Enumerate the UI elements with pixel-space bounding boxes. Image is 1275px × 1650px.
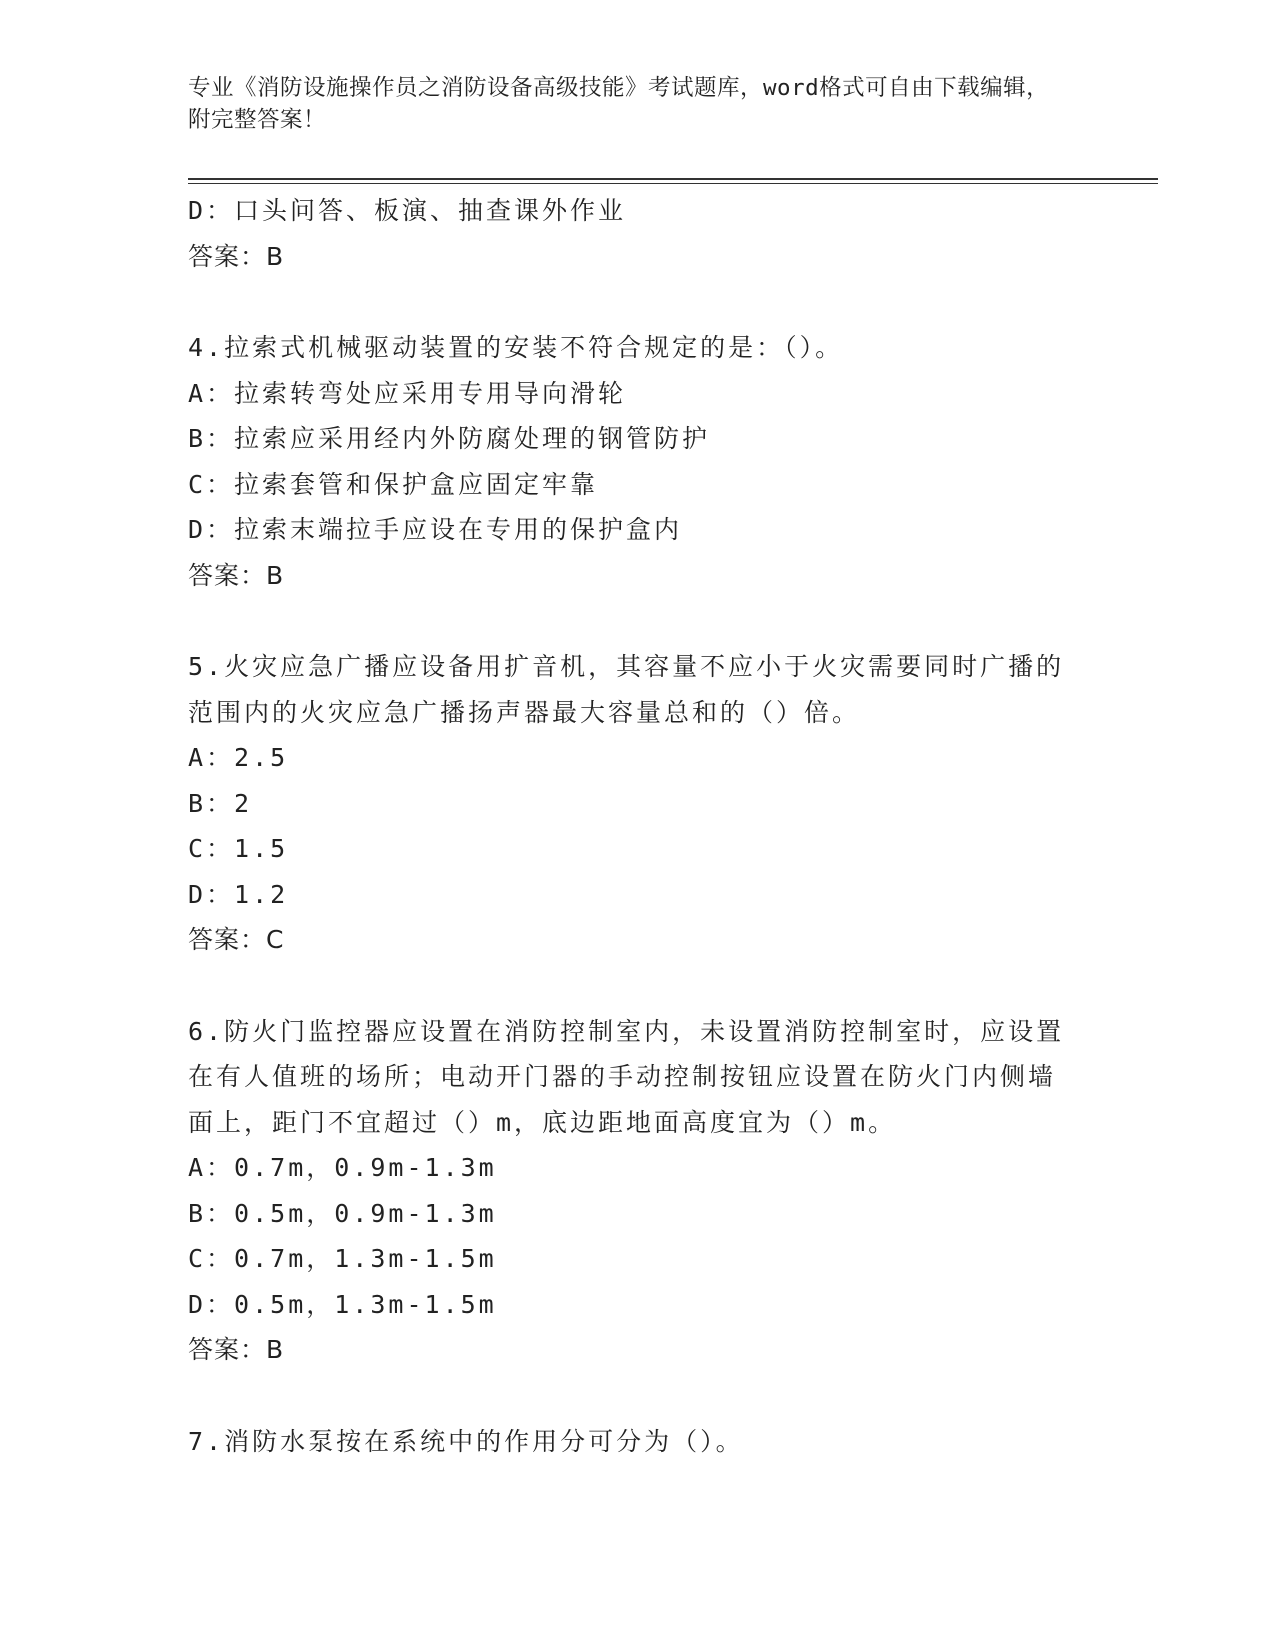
question-6-option-c: C：0.7m，1.3m-1.5m [188,1244,497,1273]
spacer [188,1373,1068,1419]
question-6 [188,1009,1068,1373]
question-6-answer: 答案：B [188,1335,285,1364]
document-header: 专业《消防设施操作员之消防设备高级技能》考试题库，word格式可自由下载编辑，附完整答案！ [188,75,1050,133]
question-7-text: 7.消防水泵按在系统中的作用分可分为（）。 [188,1426,744,1456]
question-5-option-d: D：1.2 [188,879,289,909]
spacer [188,598,1068,644]
question-4-option-a: A：拉索转弯处应采用专用导向滑轮 [188,378,627,408]
question-6-option-d: D：0.5m，1.3m-1.5m [188,1289,497,1319]
question-5-option-a: A：2.5 [188,743,289,772]
question-5-option-b: B：2 [188,788,253,818]
header-divider-thin [188,183,1158,184]
question-list [188,188,1068,1464]
question-4-option-c: C：拉索套管和保护盒应固定牢靠 [188,469,599,499]
prev-question-answer: 答案：B [188,241,285,271]
question-4-answer: 答案：B [188,560,285,590]
question-4 [188,325,1068,598]
prev-question-option-d: D：口头问答、板演、抽查课外作业 [188,196,627,225]
question-5-text: 5.火灾应急广播应设备用扩音机，其容量不应小于火灾需要同时广播的范围内的火灾应急广播扬声器最大容量总和的（）倍。 [188,652,1065,727]
spacer [188,963,1068,1009]
header-divider-thick [188,178,1158,180]
question-7 [188,1419,1068,1465]
question-6-text: 6.防火门监控器应设置在消防控制室内，未设置消防控制室时，应设置在有人值班的场所；电动开门器的手动控制按钮应设置在防火门内侧墙面上，距门不宜超过（）m，底边距地面高度宜为（）m。 [188,1016,1065,1137]
question-5 [188,644,1068,963]
spacer [188,279,1068,325]
question-6-option-b: B：0.5m，0.9m-1.3m [188,1198,497,1228]
question-5-answer: 答案：C [188,925,285,954]
question-4-option-b: B：拉索应采用经内外防腐处理的钢管防护 [188,424,711,453]
question-4-text: 4.拉索式机械驱动装置的安装不符合规定的是：（）。 [188,333,844,362]
question-5-option-c: C：1.5 [188,834,289,863]
question-6-option-a: A：0.7m，0.9m-1.3m [188,1153,497,1182]
question-4-option-d: D：拉索末端拉手应设在专用的保护盒内 [188,515,683,544]
